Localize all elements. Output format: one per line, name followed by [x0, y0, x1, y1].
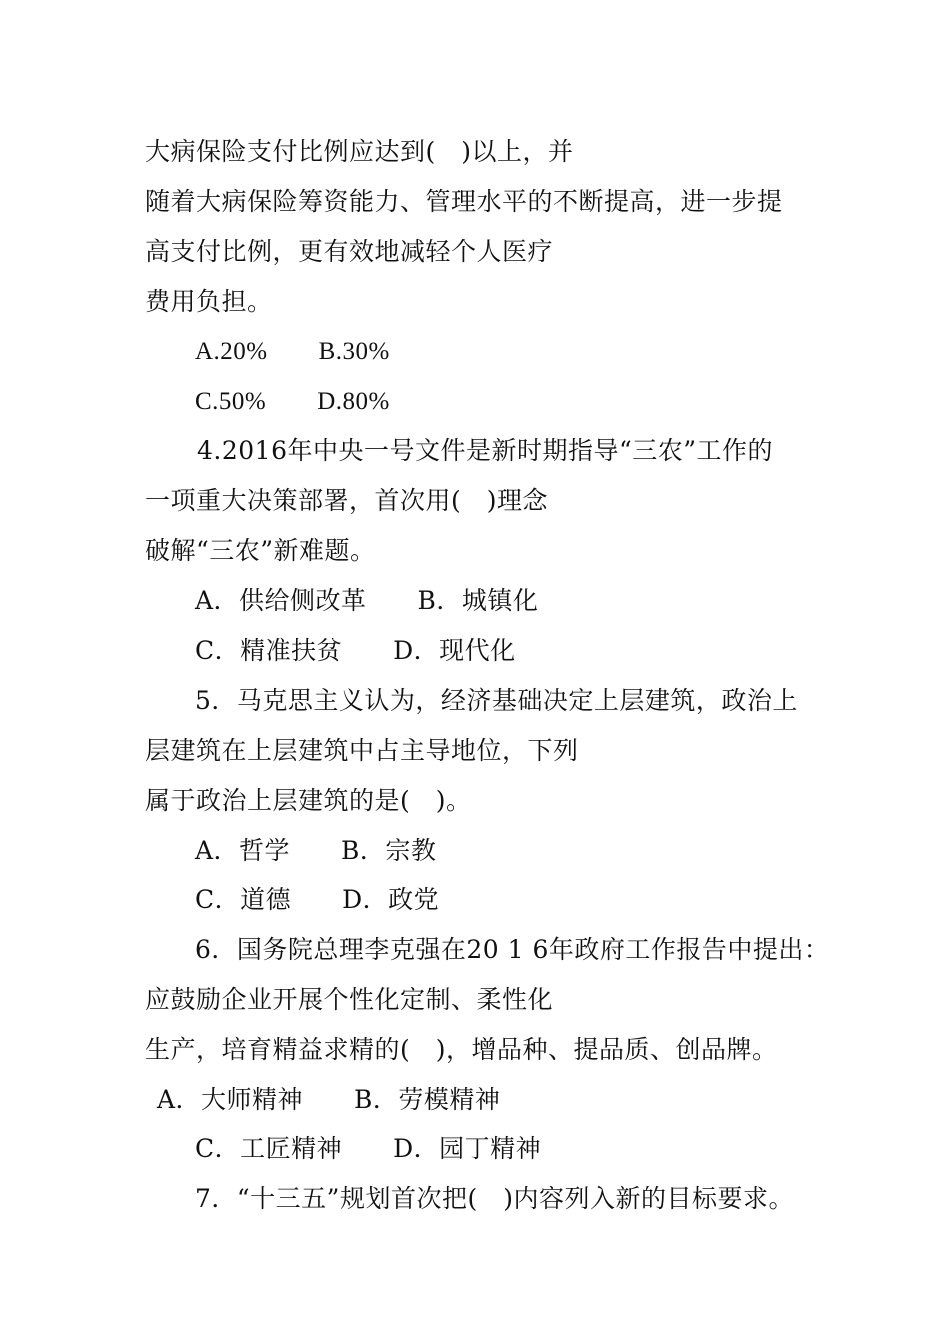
q7-stem-1: 7．“十三五”规划首次把( )内容列入新的目标要求。 — [195, 1184, 794, 1213]
q4-stem-1: 4.2016年中央一号文件是新时期指导“三农”工作的 — [197, 436, 774, 465]
q6-stem-2: 应鼓励企业开展个性化定制、柔性化 — [145, 985, 554, 1014]
q6-stem-3: 生产，培育精益求精的( )，增品种、提品质、创品牌。 — [145, 1035, 778, 1064]
text-line-q3-cont-4: 费用负担。 — [145, 287, 273, 316]
q6-options-cd: C．工匠精神 D．园丁精神 — [195, 1134, 542, 1163]
q5-stem-3: 属于政治上层建筑的是( )。 — [145, 786, 472, 815]
q4-stem-2: 一项重大决策部署，首次用( )理念 — [145, 486, 549, 515]
q6-options-ab: A．大师精神 B．劳模精神 — [157, 1085, 501, 1114]
q3-options-cd: C.50% D.80% — [195, 388, 390, 415]
q5-stem-2: 层建筑在上层建筑中占主导地位，下列 — [145, 736, 579, 765]
q5-options-cd: C．道德 D．政党 — [195, 885, 440, 914]
text-line-q3-cont-3: 高支付比例，更有效地减轻个人医疗 — [145, 237, 554, 266]
q4-options-ab: A．供给侧改革 B．城镇化 — [195, 586, 539, 615]
q4-stem-3: 破解“三农”新难题。 — [145, 536, 376, 565]
text-line-q3-cont-1: 大病保险支付比例应达到( )以上，并 — [145, 137, 574, 166]
q3-options-ab: A.20% B.30% — [195, 338, 390, 365]
q6-stem-1: 6．国务院总理李克强在20 1 6年政府工作报告中提出： — [195, 935, 830, 964]
q4-options-cd: C．精准扶贫 D．现代化 — [195, 636, 516, 665]
q5-options-ab: A．哲学 B．宗教 — [195, 836, 437, 865]
text-line-q3-cont-2: 随着大病保险筹资能力、管理水平的不断提高，进一步提 — [145, 187, 783, 216]
q5-stem-1: 5．马克思主义认为，经济基础决定上层建筑，政治上 — [195, 686, 798, 715]
